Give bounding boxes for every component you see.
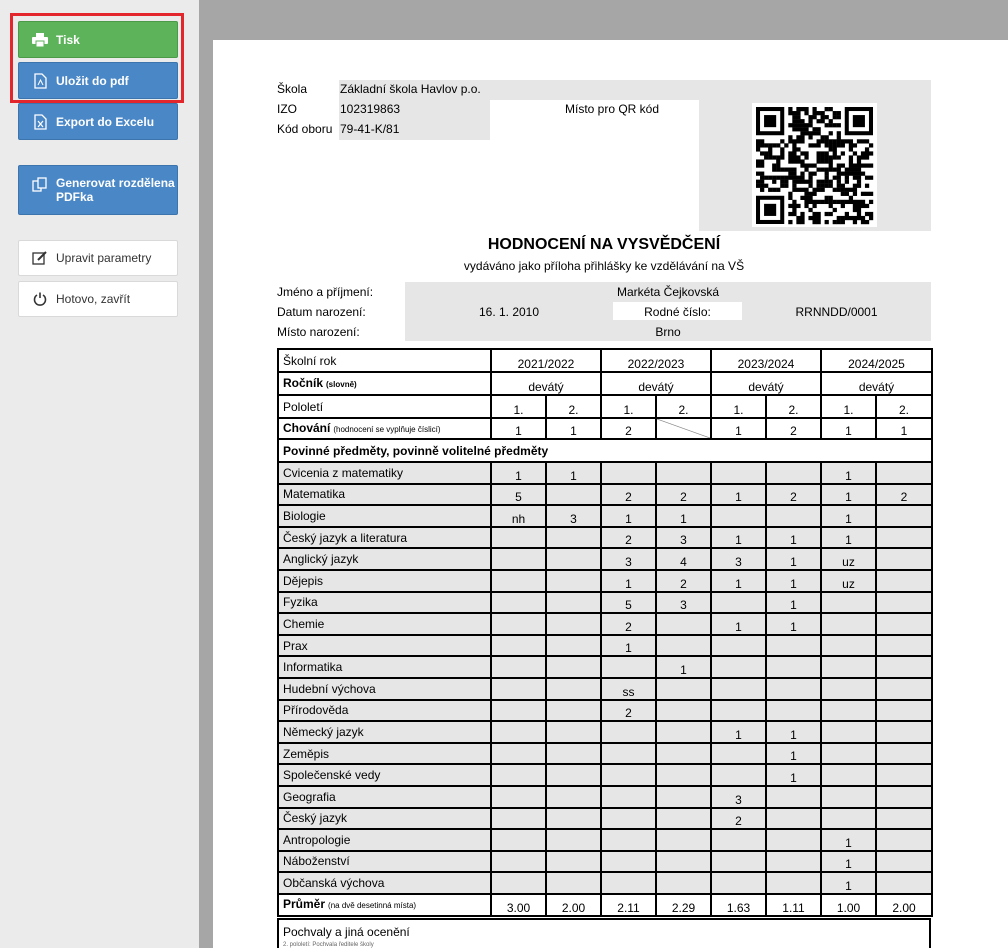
- behavior-label-hint: (hodnocení se vyplňuje číslicí): [333, 424, 441, 434]
- grade-cell: 1: [656, 505, 711, 527]
- grade-cell: 2: [656, 570, 711, 592]
- subject-name: Český jazyk: [278, 808, 491, 830]
- table-row: [278, 764, 932, 786]
- grade-cell: [876, 592, 932, 614]
- grade-cell: [876, 635, 932, 657]
- grade-cell: [821, 700, 876, 722]
- izo-value: 102319863: [340, 102, 401, 116]
- grade-cell: [546, 743, 601, 765]
- praise-label: Pochvaly a jiná ocenění: [283, 925, 410, 939]
- grade-cell: [766, 462, 821, 484]
- behavior-cell: 1: [546, 418, 601, 439]
- term-cell: 1.: [711, 395, 766, 418]
- grade-cell: [876, 829, 932, 851]
- term-cell: 2.: [546, 395, 601, 418]
- average-cell: 1.11: [766, 894, 821, 916]
- print-label: Tisk: [56, 32, 80, 47]
- subject-name: Biologie: [278, 505, 491, 527]
- grade-cell: [491, 613, 546, 635]
- praise-note: 2. pololetí: Pochvala ředitele školy: [283, 942, 374, 948]
- grade-cell: [711, 700, 766, 722]
- grade-cell: [601, 786, 656, 808]
- subject-name: Přírodověda: [278, 700, 491, 722]
- term-cell: 2.: [876, 395, 932, 418]
- table-row: [278, 743, 932, 765]
- grade-cell: 1: [766, 721, 821, 743]
- grade-cell: [601, 851, 656, 873]
- grade-cell: [656, 678, 711, 700]
- grade-cell: [546, 635, 601, 657]
- done-close-label: Hotovo, zavřít: [56, 292, 131, 306]
- pob-value: Brno: [655, 325, 681, 339]
- school-value: Základní škola Havlov p.o.: [340, 82, 481, 96]
- grade-cell: [546, 700, 601, 722]
- grade-cell: [656, 462, 711, 484]
- grade-cell: [766, 808, 821, 830]
- split-pdf-button[interactable]: [18, 165, 178, 215]
- average-cell: 3.00: [491, 894, 546, 916]
- grade-cell: 3: [711, 786, 766, 808]
- grade-cell: 1: [766, 527, 821, 549]
- table-row: [278, 872, 932, 894]
- grade-word-cell: devátý: [711, 372, 821, 395]
- behavior-cell: 1: [491, 418, 546, 439]
- grade-cell: 1: [766, 548, 821, 570]
- grade-cell: [546, 527, 601, 549]
- grade-cell: [546, 808, 601, 830]
- behavior-label-text: Chování: [283, 420, 331, 435]
- table-row: [278, 894, 932, 916]
- grade-cell: [491, 527, 546, 549]
- grade-cell: [766, 829, 821, 851]
- grade-cell: [601, 829, 656, 851]
- name-label: Jméno a příjmení:: [277, 285, 374, 299]
- grade-cell: [546, 829, 601, 851]
- school-year-label: [278, 349, 491, 372]
- table-row: [278, 851, 932, 873]
- subject-name: Zeměpis: [278, 743, 491, 765]
- grade-label-text: Ročník: [283, 375, 324, 390]
- grade-cell: [876, 764, 932, 786]
- subject-name: Geografia: [278, 786, 491, 808]
- edit-parameters-button[interactable]: [18, 240, 178, 276]
- grade-cell: 3: [656, 527, 711, 549]
- grade-cell: [546, 764, 601, 786]
- grade-cell: [491, 808, 546, 830]
- grade-cell: [711, 505, 766, 527]
- grade-cell: [821, 635, 876, 657]
- grade-cell: [546, 484, 601, 506]
- subject-name: Chemie: [278, 613, 491, 635]
- grade-cell: [546, 570, 601, 592]
- table-row: [278, 349, 932, 372]
- grade-cell: [601, 462, 656, 484]
- table-row: [278, 613, 932, 635]
- grade-cell: [491, 678, 546, 700]
- grade-cell: [656, 764, 711, 786]
- grade-cell: [546, 786, 601, 808]
- excel-file-icon: [31, 113, 49, 131]
- table-row: [278, 678, 932, 700]
- grade-cell: ss: [601, 678, 656, 700]
- grade-cell: [766, 505, 821, 527]
- behavior-cell: 1: [821, 418, 876, 439]
- table-row: [278, 786, 932, 808]
- grade-cell: [766, 635, 821, 657]
- grade-cell: [601, 743, 656, 765]
- grade-cell: [876, 527, 932, 549]
- grade-label-hint: (slovně): [326, 379, 357, 389]
- school-year-cell: 2023/2024: [711, 349, 821, 372]
- subject-name: Informatika: [278, 656, 491, 678]
- grade-cell: 2: [876, 484, 932, 506]
- grade-cell: [821, 743, 876, 765]
- section-heading: Povinné předměty, povinně volitelné předměty: [278, 439, 932, 462]
- subject-name: Hudební výchova: [278, 678, 491, 700]
- grade-cell: 2: [601, 527, 656, 549]
- behavior-cell: 2: [601, 418, 656, 439]
- average-cell: 1.63: [711, 894, 766, 916]
- term-cell: 1.: [821, 395, 876, 418]
- average-label: [278, 894, 491, 916]
- subject-name: Antropologie: [278, 829, 491, 851]
- table-row: [278, 829, 932, 851]
- grade-cell: [656, 635, 711, 657]
- grade-cell: [601, 764, 656, 786]
- subject-name: Český jazyk a literatura: [278, 527, 491, 549]
- rc-value: RRNNDD/0001: [795, 305, 878, 319]
- grade-word-cell: devátý: [491, 372, 601, 395]
- grade-cell: [876, 851, 932, 873]
- grade-cell: [766, 851, 821, 873]
- grade-cell: [656, 700, 711, 722]
- grade-cell: [766, 872, 821, 894]
- average-cell: 1.00: [821, 894, 876, 916]
- grade-cell: [876, 570, 932, 592]
- grade-cell: 2: [656, 484, 711, 506]
- grade-cell: 3: [601, 548, 656, 570]
- grade-word-cell: devátý: [821, 372, 932, 395]
- subject-name: Anglický jazyk: [278, 548, 491, 570]
- term-label-text: Pololetí: [283, 399, 324, 414]
- table-row: [278, 808, 932, 830]
- average-label-hint: (na dvě desetinná místa): [328, 900, 417, 910]
- behavior-cell: 1: [876, 418, 932, 439]
- grade-cell: [821, 808, 876, 830]
- grade-cell: [656, 613, 711, 635]
- grade-cell: 2: [601, 700, 656, 722]
- grade-cell: 1: [821, 829, 876, 851]
- school-year-label-text: Školní rok: [283, 353, 337, 368]
- grade-cell: 1: [766, 764, 821, 786]
- grade-cell: [821, 786, 876, 808]
- grade-cell: 2: [766, 484, 821, 506]
- behavior-cell: [656, 418, 711, 439]
- grade-cell: 1: [821, 872, 876, 894]
- qr-placeholder-text: Místo pro QR kód: [565, 102, 660, 116]
- grade-cell: 1: [601, 570, 656, 592]
- grade-cell: [711, 764, 766, 786]
- grade-cell: [821, 613, 876, 635]
- document-title: HODNOCENÍ NA VYSVĚDČENÍ: [487, 236, 721, 253]
- table-row: [278, 548, 932, 570]
- grade-cell: [876, 678, 932, 700]
- grade-cell: [766, 700, 821, 722]
- grade-cell: [546, 678, 601, 700]
- grade-cell: [491, 570, 546, 592]
- grade-cell: [491, 721, 546, 743]
- grade-cell: [656, 872, 711, 894]
- student-name: Markéta Čejkovská: [616, 285, 720, 299]
- table-row: [278, 418, 932, 439]
- grade-cell: 1: [821, 462, 876, 484]
- school-year-cell: 2022/2023: [601, 349, 711, 372]
- grade-cell: [876, 808, 932, 830]
- edit-parameters-label: Upravit parametry: [56, 251, 152, 265]
- grade-cell: [711, 851, 766, 873]
- grade-cell: [711, 829, 766, 851]
- term-cell: 2.: [656, 395, 711, 418]
- grade-cell: [656, 786, 711, 808]
- izo-label: IZO: [277, 102, 297, 116]
- grade-cell: 1: [711, 721, 766, 743]
- grade-cell: [766, 678, 821, 700]
- grades-table: [277, 348, 933, 917]
- subject-name: Fyzika: [278, 592, 491, 614]
- grade-cell: [656, 851, 711, 873]
- table-row: [278, 484, 932, 506]
- grade-cell: 1: [766, 613, 821, 635]
- grade-cell: 1: [821, 851, 876, 873]
- copy-files-icon: [31, 176, 49, 194]
- average-cell: 2.00: [876, 894, 932, 916]
- grade-cell: [876, 872, 932, 894]
- table-row: [278, 372, 932, 395]
- table-row: [278, 462, 932, 484]
- table-row: [278, 395, 932, 418]
- grade-cell: [821, 678, 876, 700]
- grade-cell: 1: [711, 613, 766, 635]
- grade-cell: [711, 656, 766, 678]
- average-cell: 2.11: [601, 894, 656, 916]
- sidebar: [0, 0, 199, 948]
- grade-cell: [491, 764, 546, 786]
- grade-cell: [821, 656, 876, 678]
- grade-cell: 1: [766, 592, 821, 614]
- document-subtitle: vydáváno jako příloha přihlášky ke vzdělávání na VŠ: [463, 259, 745, 273]
- grade-cell: [491, 700, 546, 722]
- done-close-button[interactable]: [18, 281, 178, 317]
- grade-cell: [546, 656, 601, 678]
- grade-cell: [491, 851, 546, 873]
- grade-cell: 3: [711, 548, 766, 570]
- grade-cell: [766, 656, 821, 678]
- grade-cell: 2: [601, 484, 656, 506]
- grade-cell: [876, 786, 932, 808]
- grade-cell: 1: [656, 656, 711, 678]
- grade-cell: [876, 656, 932, 678]
- pob-label: Místo narození:: [277, 325, 360, 339]
- grade-cell: [656, 808, 711, 830]
- power-icon: [31, 290, 49, 308]
- grade-cell: [601, 872, 656, 894]
- table-row: [278, 592, 932, 614]
- grade-cell: 1: [711, 570, 766, 592]
- grade-cell: [546, 872, 601, 894]
- grade-cell: [876, 505, 932, 527]
- term-cell: 1.: [601, 395, 656, 418]
- grade-cell: 3: [546, 505, 601, 527]
- grade-cell: [711, 635, 766, 657]
- subject-name: Cvicenia z matematiky: [278, 462, 491, 484]
- grade-cell: [601, 721, 656, 743]
- grade-cell: [656, 743, 711, 765]
- grade-cell: 1: [601, 635, 656, 657]
- school-year-cell: 2021/2022: [491, 349, 601, 372]
- grade-cell: uz: [821, 570, 876, 592]
- behavior-label: [278, 418, 491, 439]
- grade-cell: [491, 635, 546, 657]
- behavior-cell: 1: [711, 418, 766, 439]
- grade-cell: [821, 721, 876, 743]
- table-row: [278, 635, 932, 657]
- grade-cell: 3: [656, 592, 711, 614]
- highlight-frame: [10, 13, 184, 103]
- grade-cell: 5: [601, 592, 656, 614]
- grade-cell: [876, 721, 932, 743]
- grade-cell: nh: [491, 505, 546, 527]
- grade-cell: 5: [491, 484, 546, 506]
- average-cell: 2.00: [546, 894, 601, 916]
- grade-cell: [711, 678, 766, 700]
- subject-name: Občanská výchova: [278, 872, 491, 894]
- table-row: [278, 439, 932, 462]
- behavior-cell: 2: [766, 418, 821, 439]
- school-year-cell: 2024/2025: [821, 349, 932, 372]
- grade-cell: [546, 851, 601, 873]
- grade-cell: 1: [491, 462, 546, 484]
- table-row: [278, 700, 932, 722]
- grade-cell: 2: [711, 808, 766, 830]
- grade-cell: [876, 700, 932, 722]
- grade-cell: [601, 656, 656, 678]
- grade-word-cell: devátý: [601, 372, 711, 395]
- grade-cell: [491, 829, 546, 851]
- grade-cell: 1: [821, 527, 876, 549]
- table-row: [278, 656, 932, 678]
- grade-cell: [546, 721, 601, 743]
- term-cell: 1.: [491, 395, 546, 418]
- average-cell: 2.29: [656, 894, 711, 916]
- grade-cell: [876, 743, 932, 765]
- grade-cell: [876, 613, 932, 635]
- grade-cell: 1: [766, 570, 821, 592]
- export-excel-label: Export do Excelu: [56, 114, 155, 129]
- grade-cell: [656, 721, 711, 743]
- term-cell: 2.: [766, 395, 821, 418]
- grade-cell: [711, 743, 766, 765]
- grade-cell: [491, 743, 546, 765]
- export-excel-button[interactable]: [18, 103, 178, 140]
- grade-cell: [766, 786, 821, 808]
- subject-name: Německý jazyk: [278, 721, 491, 743]
- grade-cell: 1: [601, 505, 656, 527]
- table-row: [278, 505, 932, 527]
- save-pdf-label: Uložit do pdf: [56, 73, 129, 88]
- dob-label: Datum narození:: [277, 305, 366, 319]
- grade-cell: 1: [711, 527, 766, 549]
- term-label: [278, 395, 491, 418]
- grade-cell: 1: [711, 484, 766, 506]
- qr-code: [752, 103, 877, 227]
- table-row: [278, 721, 932, 743]
- grade-cell: 1: [766, 743, 821, 765]
- school-label: Škola: [277, 82, 308, 96]
- dob-value: 16. 1. 2010: [478, 305, 540, 319]
- grade-cell: [656, 829, 711, 851]
- grade-cell: [876, 548, 932, 570]
- grade-cell: [491, 548, 546, 570]
- grade-cell: 1: [546, 462, 601, 484]
- edit-icon: [31, 249, 49, 267]
- grade-cell: 4: [656, 548, 711, 570]
- grade-label: [278, 372, 491, 395]
- grade-cell: [491, 786, 546, 808]
- grade-cell: [876, 462, 932, 484]
- subject-name: Náboženství: [278, 851, 491, 873]
- grade-cell: [821, 592, 876, 614]
- grade-cell: [546, 592, 601, 614]
- grade-cell: [821, 764, 876, 786]
- table-row: [278, 527, 932, 549]
- grade-cell: [491, 592, 546, 614]
- grade-cell: [601, 808, 656, 830]
- subject-name: Matematika: [278, 484, 491, 506]
- field-code-label: Kód oboru: [277, 122, 333, 136]
- rc-label: Rodné číslo:: [644, 305, 711, 319]
- average-label-text: Průměr: [283, 896, 326, 911]
- subject-name: Dějepis: [278, 570, 491, 592]
- subject-name: Prax: [278, 635, 491, 657]
- field-code-value: 79-41-K/81: [340, 122, 400, 136]
- grade-cell: [711, 592, 766, 614]
- split-pdf-label: Generovat rozdělena PDFka: [56, 176, 175, 204]
- grade-cell: [711, 462, 766, 484]
- table-row: [278, 570, 932, 592]
- grade-cell: 2: [601, 613, 656, 635]
- grade-cell: [546, 548, 601, 570]
- subject-name: Společenské vedy: [278, 764, 491, 786]
- grade-cell: [491, 656, 546, 678]
- grade-cell: 1: [821, 484, 876, 506]
- grade-cell: 1: [821, 505, 876, 527]
- praise-section: [277, 918, 931, 948]
- grade-cell: [711, 872, 766, 894]
- grade-cell: [491, 872, 546, 894]
- grade-cell: uz: [821, 548, 876, 570]
- grade-cell: [546, 613, 601, 635]
